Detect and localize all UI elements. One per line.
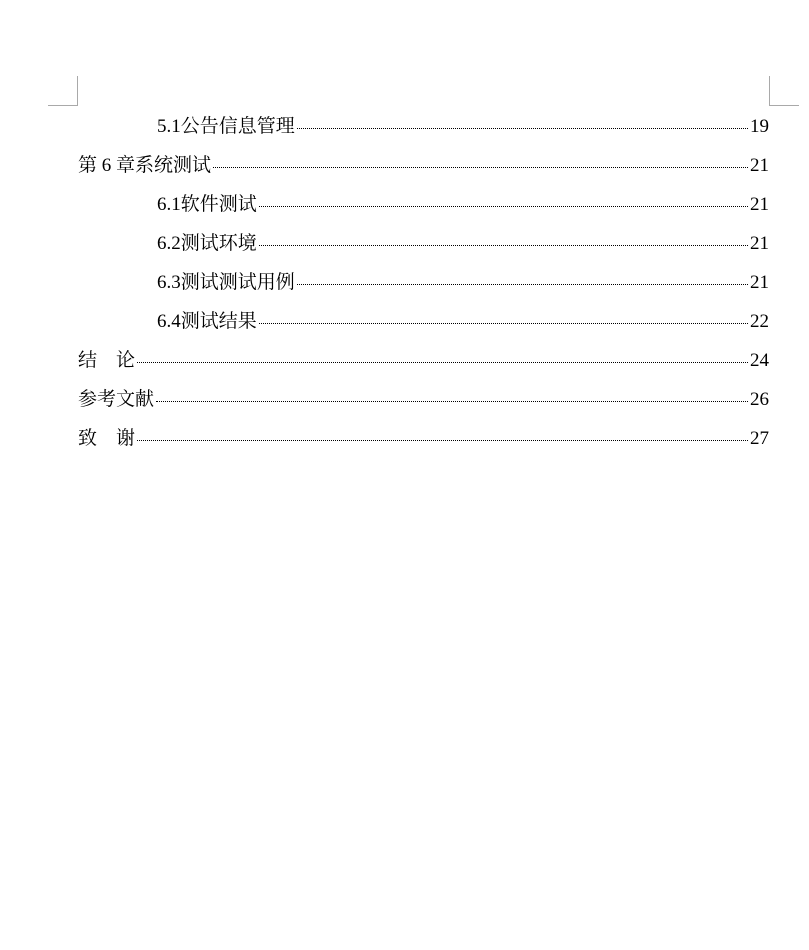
toc-entry-page: 21: [750, 194, 769, 215]
page-corner-mark-top-right: [769, 76, 799, 106]
toc-entry-conclusion[interactable]: [78, 341, 769, 380]
toc-dot-leader: [259, 323, 748, 324]
toc-entry-6-3[interactable]: [78, 263, 769, 302]
toc-dot-leader: [259, 206, 748, 207]
toc-dot-leader: [213, 167, 748, 168]
toc-entry-6-2[interactable]: [78, 224, 769, 263]
toc-entry-page: 21: [750, 155, 769, 176]
toc-entry-page: 24: [750, 350, 769, 371]
toc-entry-number: 第 6 章: [78, 155, 136, 176]
toc-entry-chapter-6[interactable]: [78, 146, 769, 185]
toc-entry-title: 测试环境: [180, 233, 257, 254]
toc-entry-title: 测试测试用例: [180, 272, 295, 293]
toc-entry-number: 5.1: [157, 116, 181, 137]
toc-dot-leader: [156, 401, 748, 402]
toc-entry-number: 6.1: [157, 194, 181, 215]
table-of-contents: [78, 107, 769, 458]
toc-dot-leader: [137, 362, 748, 363]
toc-dot-leader: [297, 128, 748, 129]
toc-entry-number: 6.2: [157, 233, 181, 254]
toc-entry-title: 公告信息管理: [180, 116, 295, 137]
toc-entry-references[interactable]: [78, 380, 769, 419]
toc-dot-leader: [137, 440, 748, 441]
toc-entry-page: 19: [750, 116, 769, 137]
toc-entry-6-4[interactable]: [78, 302, 769, 341]
toc-entry-6-1[interactable]: [78, 185, 769, 224]
toc-entry-page: 22: [750, 311, 769, 332]
toc-entry-5-1[interactable]: [78, 107, 769, 146]
toc-entry-page: 26: [750, 389, 769, 410]
toc-entry-title: 致 谢: [78, 428, 136, 449]
toc-entry-page: 21: [750, 272, 769, 293]
toc-entry-number: 6.4: [157, 311, 181, 332]
toc-entry-title: 软件测试: [180, 194, 257, 215]
toc-dot-leader: [297, 284, 748, 285]
toc-entry-title: 系统测试: [135, 155, 212, 176]
page-corner-mark-top-left: [48, 76, 78, 106]
toc-entry-acknowledgements[interactable]: [78, 419, 769, 458]
toc-dot-leader: [259, 245, 748, 246]
toc-entry-page: 21: [750, 233, 769, 254]
toc-entry-title: 参考文献: [78, 389, 155, 410]
toc-entry-title: 结 论: [78, 350, 136, 371]
toc-entry-page: 27: [750, 428, 769, 449]
toc-entry-number: 6.3: [157, 272, 181, 293]
toc-entry-title: 测试结果: [180, 311, 257, 332]
